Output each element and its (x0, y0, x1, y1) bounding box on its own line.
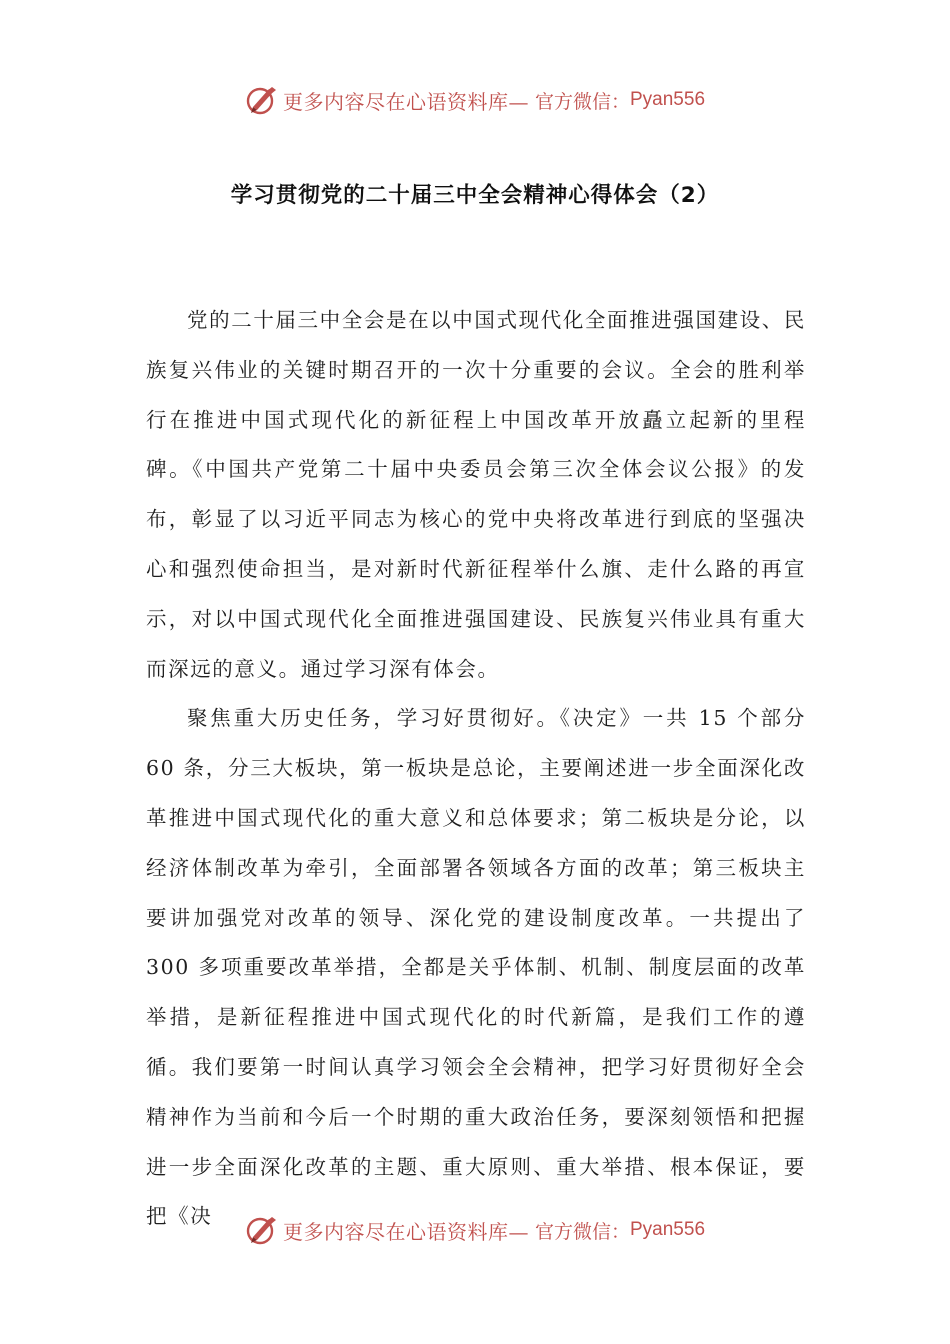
banner-text: 更多内容尽在心语资料库— (282, 1219, 529, 1244)
pen-circle-logo-icon (245, 1213, 279, 1247)
paragraph-2: 聚焦重大历史任务，学习好贯彻好。《决定》一共 15 个部分 60 条，分三大板块，第一板块是总论，主要阐述进一步全面深化改革推进中国式现代化的重大意义和总体要求；第二板块是分论，以经济体制改革为牵引，全面部署各领域各方面的改革；第三板块主要讲加强党对改革的领导、深化党的建设制度改革。一共提出了 300 多项重要改革举措，全都是关乎体制、机制、制度层面的改革举措，是新征程推进中国式现代化的时代新篇，是我们工作的遵循。我们要第一时间认真学习领会全会精神，把学习好贯彻好全会精神作为当前和今后一个时期的重大政治任务，要深刻领悟和把握进一步全面深化改革的主题、重大原则、重大举措、根本保证，要把《决 (146, 706, 806, 1229)
wechat-label: 官方微信： (534, 90, 630, 113)
paragraph-1: 党的二十届三中全会是在以中国式现代化全面推进强国建设、民族复兴伟业的关键时期召开的一次十分重要的会议。全会的胜利举行在推进中国式现代化的新征程上中国改革开放矗立起新的里程碑。《中国共产党第二十届中央委员会第三次全体会议公报》的发布，彰显了以习近平同志为核心的党中央将改革进行到底的坚强决心和强烈使命担当，是对新时代新征程举什么旗、走什么路的再宣示，对以中国式现代化全面推进强国建设、民族复兴伟业具有重大而深远的意义。通过学习深有体会。 (146, 308, 806, 681)
wechat-label: 官方微信： (534, 1220, 630, 1243)
pen-circle-logo-icon (245, 83, 279, 117)
footer-banner (0, 1210, 950, 1250)
header-banner (0, 80, 950, 120)
wechat-id: Pyan556 (630, 1219, 706, 1240)
document-body (146, 296, 806, 1242)
wechat-id: Pyan556 (630, 89, 706, 110)
banner-text: 更多内容尽在心语资料库— (282, 89, 529, 114)
document-title: 学习贯彻党的二十届三中全会精神心得体会（2） (230, 183, 720, 208)
